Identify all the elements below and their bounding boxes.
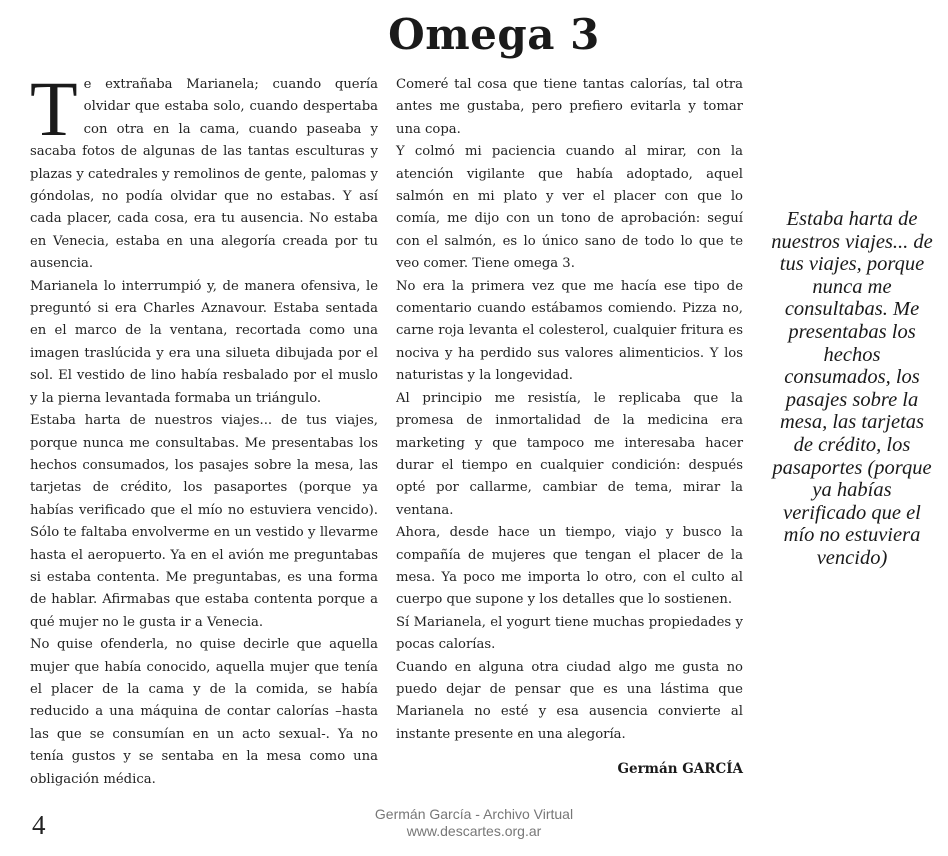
article-column-right (396, 74, 743, 746)
pull-quote: Estaba harta de nuestros viajes... de tus viajes, porque nunca me consultabas. Me presentabas los hechos consumados, los pasajes sobre la mesa, las tarjetas de crédito, los pasaportes (porque ya habías verificado que el mío no estuviera vencido) (771, 208, 933, 569)
paragraph: No quise ofenderla, no quise decirle que aquella mujer que había conocido, aquella mujer que tenía el placer de la cama y de la comida, se había reducido a una máquina de contar calorías –hasta las que se consumían en un acto sexual-. Ya no tenía gustos y se sentaba en la mesa como una obligación médica. (30, 637, 378, 787)
paragraph: Sí Marianela, el yogurt tiene muchas propiedades y pocas calorías. (396, 614, 743, 653)
paragraph (30, 65, 378, 276)
article-title: Omega 3 (388, 10, 600, 59)
page-footer (0, 806, 948, 840)
page-number: 4 (32, 810, 46, 840)
paragraph: Ahora, desde hace un tiempo, viajo y busco la compañía de mujeres que tengan el placer de la mesa. Ya poco me importa lo otro, con el culto al cuerpo que supone y los detalles que lo sostienen. (396, 525, 743, 608)
article-column-left (30, 65, 378, 791)
paragraph: Cuando en alguna otra ciudad algo me gusta no puedo dejar de pensar que es una lástima que Marianela no esté y esa ausencia convierte al instante presente en una alegoría. (396, 659, 743, 742)
paragraph: Marianela lo interrumpió y, de manera ofensiva, le preguntó si era Charles Aznavour. Estaba sentada en el marco de la ventana, recortada como una imagen traslúcida y era una silueta dibujada por el sol. El vestido de lino había resbalado por el muslo y la pierna levantada formaba un triángulo. (30, 278, 378, 406)
paragraph: Comeré tal cosa que tiene tantas calorías, tal otra antes me gustaba, pero prefiero evitarla y tomar una copa. (396, 77, 743, 137)
paragraph: Al principio me resistía, le replicaba que la promesa de inmortalidad de la medicina era marketing y que tampoco me interesaba hacer durar el tiempo en cualquier condición: después opté por callarme, cambiar de tema, mirar la ventana. (396, 390, 743, 518)
drop-cap: T (30, 65, 78, 152)
paragraph-text: e extrañaba Marianela; cuando quería olvidar que estaba solo, cuando despertaba con otra en la cama, cuando paseaba y sacaba fotos de algunas de las tantas esculturas y plazas y catedrales y remolinos de gente, palomas y góndolas, no podía olvidar que no estabas. Y así cada placer, cada cosa, era tu ausencia. No estaba en Venecia, estaba en una alegoría creada por tu ausencia. (30, 77, 378, 272)
footer-website: www.descartes.org.ar (406, 823, 542, 839)
paragraph: Estaba harta de nuestros viajes... de tus viajes, porque nunca me consultabas. Me presentabas los hechos consumados, los pasajes sobre la mesa, las tarjetas de crédito, los pasaportes (porque ya habías verificado que el mío no estuviera vencido). Sólo te faltaba envolverme en un vestido y llevarme hasta el aeropuerto. Ya en el avión me preguntabas si estaba contenta. Me preguntabas, es una forma de hablar. Afirmabas que estaba contenta porque a qué mujer no le gusta ir a Venecia. (30, 413, 378, 630)
author-signature: Germán GARCÍA (617, 761, 743, 777)
paragraph: Y colmó mi paciencia cuando al mirar, con la atención vigilante que había adoptado, aquel salmón en mi plato y ver el placer con que lo comía, me dijo con un tono de aprobación: seguí con el salmón, es lo único sano de todo lo que te veo comer. Tiene omega 3. (396, 144, 743, 272)
paragraph: No era la primera vez que me hacía ese tipo de comentario cuando estábamos comiendo. Pizza no, carne roja levanta el colesterol, cualquier fritura es nociva y ha perdido sus valores alimenticios. Y los naturistas y la longevidad. (396, 278, 743, 384)
footer-archive-name: Germán García - Archivo Virtual (374, 806, 574, 822)
